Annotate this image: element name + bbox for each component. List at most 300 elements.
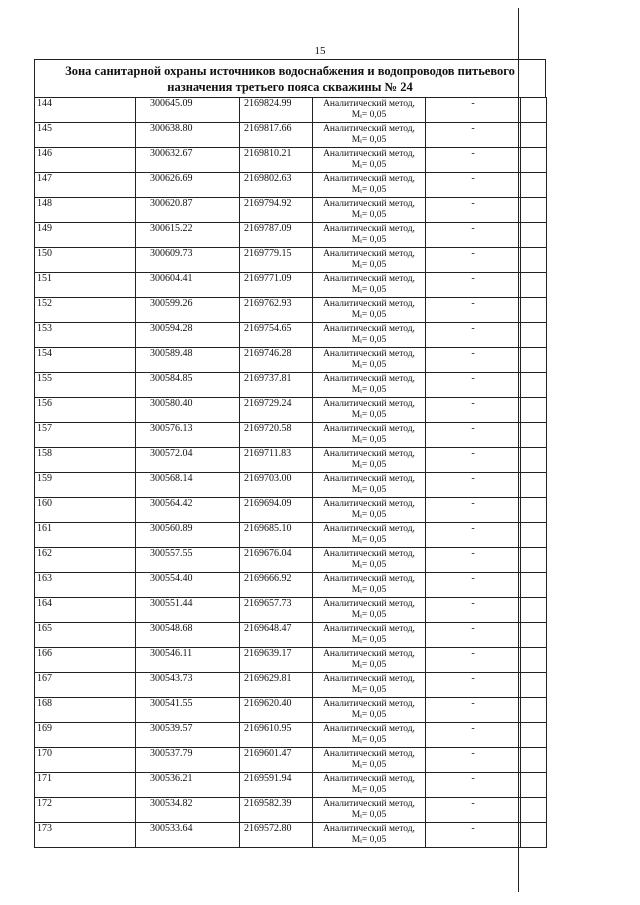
description-cell: - [426, 698, 521, 723]
accuracy-symbol: M [351, 184, 361, 195]
description-cell: - [426, 323, 521, 348]
method-text: Аналитический метод, [323, 649, 415, 659]
method-cell [313, 148, 426, 173]
method-text: Аналитический метод, [323, 224, 415, 234]
table-row [35, 123, 547, 148]
y-coordinate-cell: 2169720.58 [240, 423, 313, 448]
accuracy-line [315, 560, 423, 573]
point-number-cell: 153 [35, 323, 136, 348]
method-cell [313, 323, 426, 348]
method-text: Аналитический метод, [323, 124, 415, 134]
method-cell [313, 623, 426, 648]
x-coordinate-cell: 300536.21 [136, 773, 240, 798]
description-cell: - [426, 373, 521, 398]
table-row [35, 373, 547, 398]
accuracy-symbol: M [351, 384, 361, 395]
table-row [35, 423, 547, 448]
accuracy-symbol: M [351, 359, 361, 370]
accuracy-value: = 0,05 [361, 434, 387, 445]
accuracy-line [315, 610, 423, 623]
x-coordinate-cell: 300645.09 [136, 98, 240, 123]
empty-cell [521, 598, 547, 623]
empty-cell [521, 348, 547, 373]
empty-cell [521, 823, 547, 848]
accuracy-value: = 0,05 [361, 459, 387, 470]
accuracy-line [315, 435, 423, 448]
y-coordinate-cell: 2169572.80 [240, 823, 313, 848]
point-number-cell: 157 [35, 423, 136, 448]
accuracy-value: = 0,05 [361, 484, 387, 495]
accuracy-line [315, 360, 423, 373]
accuracy-symbol: M [351, 634, 361, 645]
table-row [35, 448, 547, 473]
table-row [35, 473, 547, 498]
accuracy-value: = 0,05 [361, 409, 387, 420]
y-coordinate-cell: 2169610.95 [240, 723, 313, 748]
accuracy-value: = 0,05 [361, 759, 387, 770]
y-coordinate-cell: 2169787.09 [240, 223, 313, 248]
accuracy-symbol: M [351, 809, 361, 820]
method-text: Аналитический метод, [323, 624, 415, 634]
method-text: Аналитический метод, [323, 249, 415, 259]
description-cell: - [426, 473, 521, 498]
y-coordinate-cell: 2169737.81 [240, 373, 313, 398]
coordinates-table [34, 97, 547, 848]
x-coordinate-cell: 300576.13 [136, 423, 240, 448]
empty-cell [521, 473, 547, 498]
table-row [35, 498, 547, 523]
accuracy-value: = 0,05 [361, 184, 387, 195]
accuracy-value: = 0,05 [361, 559, 387, 570]
description-cell: - [426, 723, 521, 748]
method-cell [313, 223, 426, 248]
accuracy-subscript: t [360, 838, 362, 845]
point-number-cell: 162 [35, 548, 136, 573]
method-cell [313, 673, 426, 698]
method-cell [313, 473, 426, 498]
method-text: Аналитический метод, [323, 274, 415, 284]
accuracy-subscript: t [360, 213, 362, 220]
accuracy-symbol: M [351, 609, 361, 620]
description-cell: - [426, 623, 521, 648]
accuracy-line [315, 535, 423, 548]
accuracy-symbol: M [351, 434, 361, 445]
table-row [35, 573, 547, 598]
accuracy-line [315, 160, 423, 173]
x-coordinate-cell: 300557.55 [136, 548, 240, 573]
accuracy-value: = 0,05 [361, 834, 387, 845]
accuracy-line [315, 785, 423, 798]
y-coordinate-cell: 2169703.00 [240, 473, 313, 498]
x-coordinate-cell: 300533.64 [136, 823, 240, 848]
accuracy-subscript: t [360, 538, 362, 545]
point-number-cell: 146 [35, 148, 136, 173]
empty-cell [521, 673, 547, 698]
accuracy-value: = 0,05 [361, 609, 387, 620]
accuracy-symbol: M [351, 759, 361, 770]
method-cell [313, 823, 426, 848]
point-number-cell: 155 [35, 373, 136, 398]
accuracy-line [315, 210, 423, 223]
table-row [35, 548, 547, 573]
accuracy-value: = 0,05 [361, 684, 387, 695]
point-number-cell: 159 [35, 473, 136, 498]
accuracy-line [315, 510, 423, 523]
method-text: Аналитический метод, [323, 574, 415, 584]
accuracy-line [315, 285, 423, 298]
y-coordinate-cell: 2169601.47 [240, 748, 313, 773]
point-number-cell: 161 [35, 523, 136, 548]
empty-cell [521, 573, 547, 598]
y-coordinate-cell: 2169648.47 [240, 623, 313, 648]
y-coordinate-cell: 2169685.10 [240, 523, 313, 548]
table-row [35, 323, 547, 348]
x-coordinate-cell: 300615.22 [136, 223, 240, 248]
empty-cell [521, 448, 547, 473]
accuracy-line [315, 385, 423, 398]
description-cell: - [426, 498, 521, 523]
y-coordinate-cell: 2169711.83 [240, 448, 313, 473]
method-text: Аналитический метод, [323, 374, 415, 384]
method-text: Аналитический метод, [323, 424, 415, 434]
accuracy-symbol: M [351, 659, 361, 670]
table-row [35, 273, 547, 298]
accuracy-symbol: M [351, 259, 361, 270]
y-coordinate-cell: 2169810.21 [240, 148, 313, 173]
table-row [35, 98, 547, 123]
method-text: Аналитический метод, [323, 499, 415, 509]
method-cell [313, 598, 426, 623]
point-number-cell: 164 [35, 598, 136, 623]
table-row [35, 348, 547, 373]
method-cell [313, 723, 426, 748]
method-cell [313, 398, 426, 423]
x-coordinate-cell: 300546.11 [136, 648, 240, 673]
accuracy-line [315, 410, 423, 423]
accuracy-symbol: M [351, 284, 361, 295]
accuracy-subscript: t [360, 663, 362, 670]
x-coordinate-cell: 300620.87 [136, 198, 240, 223]
method-cell [313, 273, 426, 298]
accuracy-value: = 0,05 [361, 659, 387, 670]
point-number-cell: 145 [35, 123, 136, 148]
x-coordinate-cell: 300604.41 [136, 273, 240, 298]
accuracy-subscript: t [360, 713, 362, 720]
accuracy-line [315, 585, 423, 598]
description-cell: - [426, 748, 521, 773]
method-cell [313, 173, 426, 198]
accuracy-subscript: t [360, 638, 362, 645]
empty-cell [521, 548, 547, 573]
empty-cell [521, 523, 547, 548]
accuracy-symbol: M [351, 459, 361, 470]
y-coordinate-cell: 2169694.09 [240, 498, 313, 523]
x-coordinate-cell: 300580.40 [136, 398, 240, 423]
method-cell [313, 298, 426, 323]
point-number-cell: 166 [35, 648, 136, 673]
description-cell: - [426, 573, 521, 598]
point-number-cell: 168 [35, 698, 136, 723]
accuracy-line [315, 460, 423, 473]
x-coordinate-cell: 300599.26 [136, 298, 240, 323]
accuracy-value: = 0,05 [361, 634, 387, 645]
accuracy-subscript: t [360, 488, 362, 495]
x-coordinate-cell: 300543.73 [136, 673, 240, 698]
description-cell: - [426, 798, 521, 823]
description-cell: - [426, 173, 521, 198]
accuracy-subscript: t [360, 413, 362, 420]
accuracy-line [315, 185, 423, 198]
point-number-cell: 152 [35, 298, 136, 323]
accuracy-symbol: M [351, 309, 361, 320]
x-coordinate-cell: 300548.68 [136, 623, 240, 648]
accuracy-subscript: t [360, 588, 362, 595]
description-cell: - [426, 673, 521, 698]
accuracy-subscript: t [360, 738, 362, 745]
empty-cell [521, 423, 547, 448]
accuracy-subscript: t [360, 163, 362, 170]
y-coordinate-cell: 2169591.94 [240, 773, 313, 798]
accuracy-symbol: M [351, 509, 361, 520]
method-cell [313, 348, 426, 373]
point-number-cell: 173 [35, 823, 136, 848]
accuracy-value: = 0,05 [361, 784, 387, 795]
table-row [35, 748, 547, 773]
method-cell [313, 448, 426, 473]
accuracy-symbol: M [351, 484, 361, 495]
accuracy-subscript: t [360, 613, 362, 620]
table-row [35, 523, 547, 548]
empty-cell [521, 173, 547, 198]
accuracy-symbol: M [351, 709, 361, 720]
description-cell: - [426, 398, 521, 423]
description-cell: - [426, 423, 521, 448]
accuracy-subscript: t [360, 563, 362, 570]
method-cell [313, 523, 426, 548]
method-cell [313, 748, 426, 773]
description-cell: - [426, 148, 521, 173]
point-number-cell: 144 [35, 98, 136, 123]
method-cell [313, 248, 426, 273]
accuracy-subscript: t [360, 238, 362, 245]
table-title-line-2: назначения третьего пояса скважины № 24 [167, 80, 413, 94]
empty-cell [521, 798, 547, 823]
method-text: Аналитический метод, [323, 324, 415, 334]
accuracy-symbol: M [351, 134, 361, 145]
y-coordinate-cell: 2169666.92 [240, 573, 313, 598]
accuracy-line [315, 835, 423, 848]
x-coordinate-cell: 300534.82 [136, 798, 240, 823]
y-coordinate-cell: 2169762.93 [240, 298, 313, 323]
accuracy-subscript: t [360, 763, 362, 770]
point-number-cell: 160 [35, 498, 136, 523]
accuracy-subscript: t [360, 338, 362, 345]
empty-cell [521, 498, 547, 523]
method-cell [313, 773, 426, 798]
empty-cell [521, 273, 547, 298]
table-row [35, 173, 547, 198]
description-cell: - [426, 773, 521, 798]
empty-cell [521, 223, 547, 248]
method-text: Аналитический метод, [323, 299, 415, 309]
accuracy-subscript: t [360, 438, 362, 445]
accuracy-subscript: t [360, 388, 362, 395]
method-text: Аналитический метод, [323, 149, 415, 159]
accuracy-line [315, 635, 423, 648]
accuracy-symbol: M [351, 159, 361, 170]
accuracy-line [315, 660, 423, 673]
x-coordinate-cell: 300589.48 [136, 348, 240, 373]
method-text: Аналитический метод, [323, 824, 415, 834]
description-cell: - [426, 548, 521, 573]
method-cell [313, 123, 426, 148]
y-coordinate-cell: 2169639.17 [240, 648, 313, 673]
empty-cell [521, 648, 547, 673]
empty-cell [521, 98, 547, 123]
table-row [35, 673, 547, 698]
description-cell: - [426, 448, 521, 473]
empty-cell [521, 723, 547, 748]
accuracy-value: = 0,05 [361, 534, 387, 545]
accuracy-subscript: t [360, 788, 362, 795]
method-text: Аналитический метод, [323, 174, 415, 184]
x-coordinate-cell: 300632.67 [136, 148, 240, 173]
table-body [35, 98, 547, 848]
table-row [35, 148, 547, 173]
x-coordinate-cell: 300572.04 [136, 448, 240, 473]
table-row [35, 298, 547, 323]
document-table-block [34, 59, 546, 848]
accuracy-value: = 0,05 [361, 109, 387, 120]
x-coordinate-cell: 300541.55 [136, 698, 240, 723]
method-text: Аналитический метод, [323, 749, 415, 759]
accuracy-subscript: t [360, 263, 362, 270]
point-number-cell: 156 [35, 398, 136, 423]
point-number-cell: 158 [35, 448, 136, 473]
method-text: Аналитический метод, [323, 199, 415, 209]
method-cell [313, 198, 426, 223]
method-text: Аналитический метод, [323, 349, 415, 359]
description-cell: - [426, 273, 521, 298]
accuracy-value: = 0,05 [361, 359, 387, 370]
table-row [35, 598, 547, 623]
empty-cell [521, 623, 547, 648]
table-row [35, 723, 547, 748]
empty-cell [521, 248, 547, 273]
point-number-cell: 169 [35, 723, 136, 748]
accuracy-symbol: M [351, 684, 361, 695]
accuracy-value: = 0,05 [361, 709, 387, 720]
y-coordinate-cell: 2169620.40 [240, 698, 313, 723]
method-text: Аналитический метод, [323, 599, 415, 609]
table-row [35, 623, 547, 648]
x-coordinate-cell: 300594.28 [136, 323, 240, 348]
y-coordinate-cell: 2169746.28 [240, 348, 313, 373]
method-text: Аналитический метод, [323, 699, 415, 709]
description-cell: - [426, 348, 521, 373]
accuracy-value: = 0,05 [361, 584, 387, 595]
empty-cell [521, 198, 547, 223]
method-cell [313, 648, 426, 673]
point-number-cell: 170 [35, 748, 136, 773]
empty-cell [521, 748, 547, 773]
method-text: Аналитический метод, [323, 449, 415, 459]
method-text: Аналитический метод, [323, 549, 415, 559]
accuracy-symbol: M [351, 534, 361, 545]
accuracy-line [315, 710, 423, 723]
table-row [35, 698, 547, 723]
y-coordinate-cell: 2169802.63 [240, 173, 313, 198]
x-coordinate-cell: 300554.40 [136, 573, 240, 598]
description-cell: - [426, 598, 521, 623]
point-number-cell: 148 [35, 198, 136, 223]
x-coordinate-cell: 300584.85 [136, 373, 240, 398]
y-coordinate-cell: 2169629.81 [240, 673, 313, 698]
x-coordinate-cell: 300560.89 [136, 523, 240, 548]
y-coordinate-cell: 2169779.15 [240, 248, 313, 273]
description-cell: - [426, 248, 521, 273]
point-number-cell: 163 [35, 573, 136, 598]
y-coordinate-cell: 2169676.04 [240, 548, 313, 573]
empty-cell [521, 698, 547, 723]
method-text: Аналитический метод, [323, 799, 415, 809]
method-cell [313, 98, 426, 123]
method-cell [313, 548, 426, 573]
y-coordinate-cell: 2169771.09 [240, 273, 313, 298]
accuracy-line [315, 260, 423, 273]
point-number-cell: 151 [35, 273, 136, 298]
table-row [35, 198, 547, 223]
accuracy-symbol: M [351, 209, 361, 220]
method-cell [313, 698, 426, 723]
empty-cell [521, 148, 547, 173]
table-row [35, 773, 547, 798]
accuracy-line [315, 110, 423, 123]
empty-cell [521, 773, 547, 798]
accuracy-line [315, 685, 423, 698]
accuracy-value: = 0,05 [361, 809, 387, 820]
description-cell: - [426, 648, 521, 673]
empty-cell [521, 323, 547, 348]
accuracy-symbol: M [351, 584, 361, 595]
accuracy-symbol: M [351, 334, 361, 345]
accuracy-value: = 0,05 [361, 159, 387, 170]
x-coordinate-cell: 300539.57 [136, 723, 240, 748]
accuracy-subscript: t [360, 138, 362, 145]
accuracy-subscript: t [360, 513, 362, 520]
method-cell [313, 573, 426, 598]
method-text: Аналитический метод, [323, 399, 415, 409]
accuracy-value: = 0,05 [361, 384, 387, 395]
accuracy-line [315, 235, 423, 248]
accuracy-subscript: t [360, 113, 362, 120]
accuracy-subscript: t [360, 813, 362, 820]
table-row [35, 398, 547, 423]
table-row [35, 798, 547, 823]
empty-cell [521, 298, 547, 323]
accuracy-line [315, 310, 423, 323]
description-cell: - [426, 223, 521, 248]
description-cell: - [426, 823, 521, 848]
accuracy-symbol: M [351, 234, 361, 245]
description-cell: - [426, 298, 521, 323]
method-cell [313, 373, 426, 398]
method-text: Аналитический метод, [323, 474, 415, 484]
empty-cell [521, 398, 547, 423]
accuracy-value: = 0,05 [361, 134, 387, 145]
table-row [35, 248, 547, 273]
method-cell [313, 423, 426, 448]
